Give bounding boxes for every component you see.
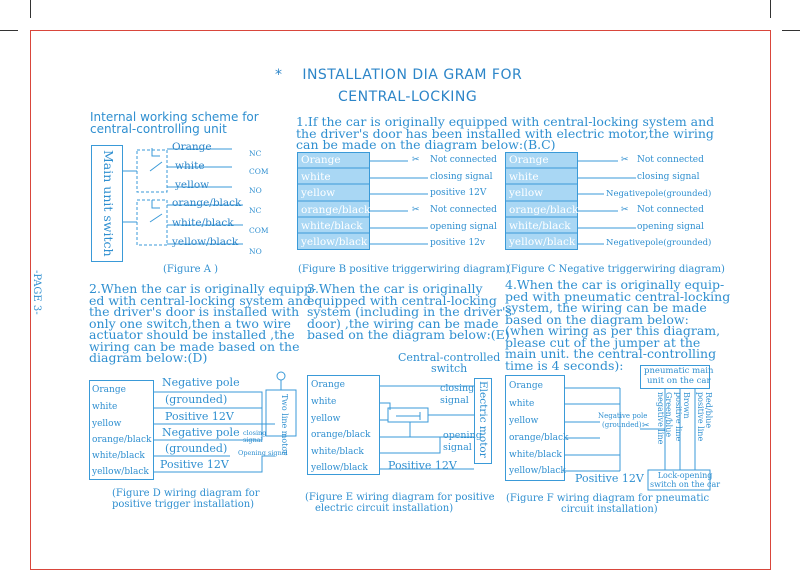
figure-d-closing-signal: closing signal bbox=[243, 429, 267, 444]
figure-e-wire: white/black bbox=[311, 447, 364, 457]
section-1-text: 1.If the car is originally equipped with central-locking system and the driver's door has been installed with electric motor,the wiring can be made on the diagram below:(B.C) bbox=[296, 114, 715, 152]
figure-e-closing-signal: closing signal bbox=[440, 383, 475, 406]
scissors-icon: ✂ bbox=[412, 155, 420, 165]
title-line-2: CENTRAL-LOCKING bbox=[338, 89, 478, 105]
figure-a-heading: Internal working scheme for central-controlling unit bbox=[90, 110, 259, 136]
figure-b-signal: positive 12V bbox=[430, 188, 487, 198]
figure-c-wire: yellow bbox=[509, 187, 544, 199]
figure-c-signal: Negativepole(grounded) bbox=[606, 189, 712, 199]
figure-d-label: Positive 12V bbox=[160, 458, 229, 471]
figure-d-label: Positive 12V bbox=[165, 410, 234, 423]
figure-b-wire: white/black bbox=[301, 220, 363, 232]
figure-a-caption: (Figure A ) bbox=[163, 264, 219, 275]
scissors-icon: ✂ bbox=[642, 421, 650, 431]
main-unit-switch-label: Main unit switch bbox=[101, 150, 116, 257]
title-line-1: * INSTALLATION DIA GRAM FOR bbox=[275, 67, 523, 83]
figure-c-wire: orange/black bbox=[509, 204, 579, 216]
figure-c-signal: closing signal bbox=[637, 172, 700, 182]
figure-d-label: Negative pole bbox=[162, 376, 240, 389]
figure-d-wire: orange/black bbox=[92, 435, 152, 445]
contact-label: NO bbox=[249, 247, 262, 256]
figure-a-wire: white/black bbox=[172, 217, 234, 229]
figure-b-wire: white bbox=[301, 171, 331, 183]
figure-c-wire: Orange bbox=[509, 154, 549, 166]
contact-label: NO bbox=[249, 186, 262, 195]
figure-c-signal: Negativepole(grounded) bbox=[606, 238, 712, 248]
scissors-icon: ✂ bbox=[412, 205, 420, 215]
figure-e-switch-label: Central-controlled switch bbox=[398, 351, 501, 375]
figure-d-motor-label: Two line motor bbox=[280, 394, 289, 456]
figure-d-wire: white/black bbox=[92, 451, 145, 461]
figure-b-signal: positive 12v bbox=[430, 238, 485, 248]
scissors-icon: ✂ bbox=[621, 205, 629, 215]
figure-b-wire: Orange bbox=[301, 154, 341, 166]
figure-a-wire: orange/black bbox=[172, 197, 242, 209]
figure-d-caption: (Figure D wiring diagram for positive trigger installation) bbox=[112, 488, 260, 510]
figure-f-wire: yellow bbox=[509, 416, 539, 426]
figure-b-caption: (Figure B positive triggerwiring diagram) bbox=[298, 264, 510, 275]
contact-label: NC bbox=[249, 149, 262, 158]
figure-d-label: Negative pole bbox=[162, 426, 240, 439]
figure-e-wire: yellow bbox=[311, 414, 341, 424]
section-2-text: 2.When the car is originally equipp- ed with central-locking system and the driver's door is installed with only one switch,then a two wire actuator should be installed ,the wiring can be made based on the diagram below:(D) bbox=[89, 281, 317, 365]
figure-f-wire: white bbox=[509, 399, 535, 409]
figure-c-wire: yellow/black bbox=[509, 236, 576, 248]
figure-f-green-blue-label: Green/blue negative line bbox=[656, 392, 673, 445]
figure-f-positive-label: Positive 12V bbox=[575, 472, 644, 485]
scissors-icon: ✂ bbox=[621, 155, 629, 165]
figure-f-negative-pole: Negative pole (grounded) bbox=[598, 412, 648, 429]
figure-e-opening-signal: opening signal bbox=[443, 430, 482, 453]
figure-f-caption: (Figure F wiring diagram for pneumatic circuit installation) bbox=[506, 493, 710, 515]
figure-c-caption: (Figure C Negative triggerwiring diagram) bbox=[507, 264, 725, 275]
figure-f-wire: Orange bbox=[509, 381, 543, 391]
figure-f-wire: white/black bbox=[509, 450, 562, 460]
section-4-text: 4.When the car is originally equip- ped with pneumatic central-locking system, the wiring can be made based on the diagram below: (when wiring as per this diagram, please cut of the jumper at the main unit. the central-controlling time is 4 seconds): bbox=[505, 277, 731, 373]
contact-label: COM bbox=[249, 167, 269, 176]
figure-f-red-blue-label: Red/blue positive line bbox=[696, 392, 713, 442]
figure-d-label: (grounded) bbox=[165, 442, 228, 455]
figure-e-motor-label: Electric motor bbox=[477, 381, 489, 458]
figure-d-label: (grounded) bbox=[165, 393, 228, 406]
figure-e-wire: white bbox=[311, 397, 337, 407]
section-3-text: 3.When the car is originally equipped with central-locking system (including in the driver's door) ,the wiring can be made based on the diagram below:(E) bbox=[307, 281, 512, 342]
figure-b-signal: Not connected bbox=[430, 155, 497, 165]
figure-f-wire: yellow/black bbox=[509, 466, 566, 476]
figure-e-caption: (Figure E wiring diagram for positive electric circuit installation) bbox=[305, 492, 495, 514]
figure-a-wire: yellow bbox=[175, 179, 210, 191]
figure-a-wire: yellow/black bbox=[172, 236, 239, 248]
pneumatic-unit-label: pneumatic main unit on the car bbox=[644, 366, 714, 386]
figure-e-positive-label: Positive 12V bbox=[388, 459, 457, 472]
figure-b-wire: yellow/black bbox=[301, 236, 368, 248]
figure-b-signal: opening signal bbox=[430, 222, 497, 232]
figure-e-wire: orange/black bbox=[311, 430, 371, 440]
figure-b-signal: closing signal bbox=[430, 172, 493, 182]
figure-d-wire: Orange bbox=[92, 385, 126, 395]
figure-f-lock-switch-label: Lock-opening switch on the car bbox=[650, 471, 721, 489]
figure-a-wire: white bbox=[175, 160, 205, 172]
figure-c-signal: opening signal bbox=[637, 222, 704, 232]
contact-label: NC bbox=[249, 206, 262, 215]
figure-d-opening-signal: Opening signal bbox=[238, 449, 288, 457]
figure-f-brown-label: Brown positive line bbox=[674, 392, 691, 442]
figure-c-signal: Not connected bbox=[637, 205, 704, 215]
figure-b-wire: orange/black bbox=[301, 204, 371, 216]
figure-b-signal: Not connected bbox=[430, 205, 497, 215]
figure-e-wire: Orange bbox=[311, 380, 345, 390]
figure-c-wire: white/black bbox=[509, 220, 571, 232]
figure-d-wire: yellow/black bbox=[92, 467, 149, 477]
contact-label: COM bbox=[249, 226, 269, 235]
figure-b-wire: yellow bbox=[301, 187, 336, 199]
figure-c-wire: white bbox=[509, 171, 539, 183]
figure-a-wire: Orange bbox=[172, 141, 212, 153]
figure-d-wire: white bbox=[92, 402, 118, 412]
figure-f-wire: orange/black bbox=[509, 433, 569, 443]
figure-c-signal: Not connected bbox=[637, 155, 704, 165]
figure-e-wire: yellow/black bbox=[311, 463, 368, 473]
figure-d-wire: yellow bbox=[92, 419, 122, 429]
page-number: -PAGE 3- bbox=[31, 270, 42, 315]
